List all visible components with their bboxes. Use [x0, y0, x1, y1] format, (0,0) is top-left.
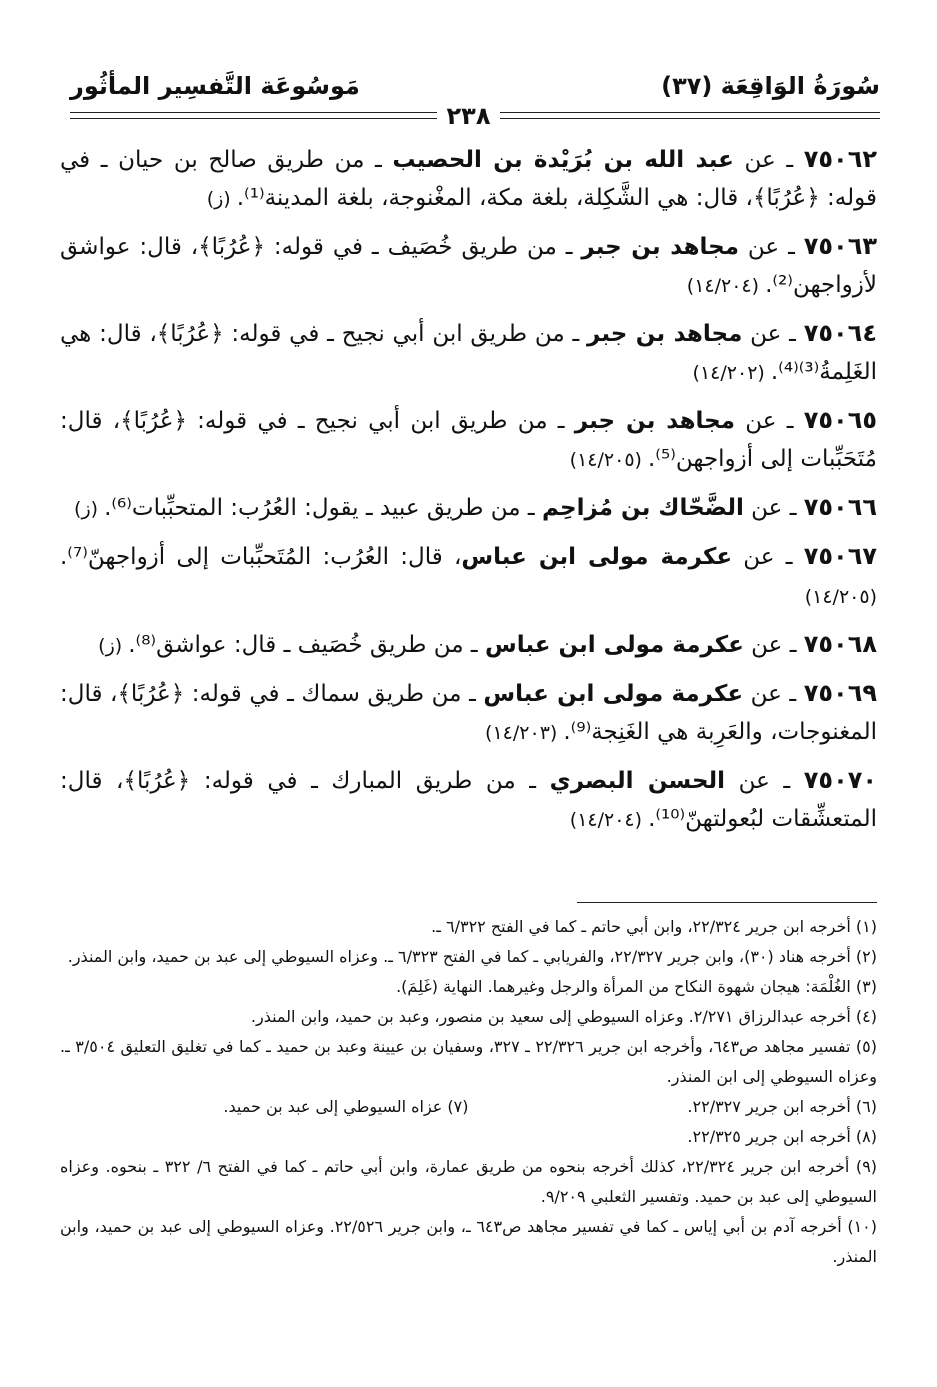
entry-ref: (١٤/٢٠٤) — [686, 275, 766, 297]
entry-text: ـ من طريق ابن أبي نجيح ـ في قوله: ﴿عُرُبًا﴾، قال: هي الغَلِمةُ⁽³⁾⁽⁴⁾. — [60, 321, 877, 385]
entry-ref: (ز) — [98, 635, 129, 657]
narrator-name: مجاهد بن جبر — [574, 408, 735, 434]
entry-text: ـ من طريق خُصَيف ـ قال: عواشق⁽⁸⁾. — [128, 632, 485, 658]
entry-ref: (ز) — [206, 188, 237, 210]
entry-number: ٧٥٠٧٠ — [803, 766, 878, 794]
entry-75064: ٧٥٠٦٤ ـ عن مجاهد بن جبر ـ من طريق ابن أبي نجيح ـ في قوله: ﴿عُرُبًا﴾، قال: هي الغَلِمةُ⁽³⁾⁽⁴⁾. (١٤/٢٠٢) — [60, 319, 877, 385]
entry-75065: ٧٥٠٦٥ ـ عن مجاهد بن جبر ـ من طريق ابن أبي نجيح ـ في قوله: ﴿عُرُبًا﴾، قال: مُتَحَبِّبات إلى أزواجهن⁽⁵⁾. (١٤/٢٠٥) — [60, 406, 877, 472]
entry-75063: ٧٥٠٦٣ ـ عن مجاهد بن جبر ـ من طريق خُصَيف ـ في قوله: ﴿عُرُبًا﴾، قال: عواشق لأزواجهن⁽²⁾. (١٤/٢٠٤) — [60, 232, 877, 298]
footnote-row-6-7 — [60, 1092, 877, 1122]
entry-number: ٧٥٠٦٦ — [803, 493, 877, 521]
entry-75062: ٧٥٠٦٢ ـ عن عبد الله بن بُرَيْدة بن الحصيب ـ من طريق صالح بن حيان ـ في قوله: ﴿عُرُبًا﴾، قال: هي الشَّكِلة، بلغة مكة، المغْنوجة، بلغة المدينة⁽¹⁾. (ز) — [60, 145, 877, 211]
entry-ref: (١٤/٢٠٥) — [804, 586, 877, 608]
footnotes — [60, 912, 877, 1272]
entry-ref: (ز) — [74, 498, 105, 520]
footnote-6: (٦) أخرجه ابن جرير ٢٢/٣٢٧. — [687, 1097, 877, 1116]
footnote-4: (٤) أخرجه عبدالرزاق ٢/٢٧١. وعزاه السيوطي إلى سعيد بن منصور، وعبد بن حميد، وابن المنذر. — [250, 1007, 877, 1026]
page-number: ٢٣٨ — [0, 102, 937, 130]
entry-number: ٧٥٠٦٣ — [803, 232, 877, 260]
footnote-10: (١٠) أخرجه آدم بن أبي إياس ـ كما في تفسير مجاهد ص٦٤٣ ـ، وابن جرير ٢٢/٥٢٦. وعزاه السيوطي إلى عبد بن حميد، وابن المنذر. — [60, 1217, 878, 1266]
entry-number: ٧٥٠٦٩ — [803, 679, 877, 707]
narrator-name: عبد الله بن بُرَيْدة بن الحصيب — [392, 147, 734, 173]
entry-text: ـ من طريق خُصَيف ـ في قوله: ﴿عُرُبًا﴾، قال: عواشق لأزواجهن⁽²⁾. — [60, 234, 877, 298]
entry-ref: (١٤/٢٠٥) — [569, 449, 648, 471]
footnote-5: (٥) تفسير مجاهد ص٦٤٣، وأخرجه ابن جرير ٢٢/٣٢٦ ـ ٣٢٧، وسفيان بن عيينة وعبد بن حميد ـ كما في تغليق التعليق ٣/٥٠٤ ـ. وعزاه السيوطي إلى ابن المنذر. — [60, 1037, 878, 1086]
entry-75070: ٧٥٠٧٠ ـ عن الحسن البصري ـ من طريق المبارك ـ في قوله: ﴿عُرُبًا﴾، قال: المتعشِّقات لبُعولتهنّ⁽¹⁰⁾. (١٤/٢٠٤) — [60, 766, 878, 832]
narrator-name: عكرمة مولى ابن عباس — [483, 681, 744, 707]
entry-75068: ٧٥٠٦٨ ـ عن عكرمة مولى ابن عباس ـ من طريق خُصَيف ـ قال: عواشق⁽⁸⁾. (ز) — [98, 630, 877, 658]
narrator-name: مجاهد بن جبر — [581, 234, 739, 260]
footnote-8: (٨) أخرجه ابن جرير ٢٢/٣٢٥. — [687, 1127, 877, 1146]
entry-text: ، قال: العُرُب: المُتَحبِّبات إلى أزواجهنّ⁽⁷⁾. — [60, 544, 462, 570]
entry-75069: ٧٥٠٦٩ ـ عن عكرمة مولى ابن عباس ـ من طريق سماك ـ في قوله: ﴿عُرُبًا﴾، قال: المغنوجات، والعَرِبة هي الغَنِجة⁽⁹⁾. (١٤/٢٠٣) — [60, 679, 877, 745]
entry-ref: (١٤/٢٠٣) — [485, 722, 564, 744]
footnote-1: (١) أخرجه ابن جرير ٢٢/٣٢٤، وابن أبي حاتم ـ كما في الفتح ٦/٣٢٢ ـ. — [431, 917, 877, 936]
footnote-2: (٢) أخرجه هناد (٣٠)، وابن جرير ٢٢/٣٢٧، والفريابي ـ كما في الفتح ٦/٣٢٣ ـ. وعزاه السيوطي إلى عبد بن حميد، وابن المنذر. — [67, 947, 877, 966]
main-text — [60, 140, 877, 848]
footnote-7: (٧) عزاه السيوطي إلى عبد بن حميد. — [223, 1097, 469, 1116]
entry-75066: ٧٥٠٦٦ ـ عن الضَّحّاك بن مُزاحِم ـ من طريق عبيد ـ يقول: العُرُب: المتحبِّبات⁽⁶⁾. (ز) — [74, 493, 877, 521]
entry-ref: (١٤/٢٠٢) — [692, 362, 771, 384]
entry-text: ـ من طريق عبيد ـ يقول: العُرُب: المتحبِّبات⁽⁶⁾. — [104, 495, 542, 521]
footnote-3: (٣) الغُلْمَة: هيجان شهوة النكاح من المرأة والرجل وغيرهما. النهاية (غَلِمَ). — [396, 977, 877, 996]
entry-number: ٧٥٠٦٢ — [803, 145, 877, 173]
entry-text: ـ من طريق ابن أبي نجيح ـ في قوله: ﴿عُرُبًا﴾، قال: مُتَحَبِّبات إلى أزواجهن⁽⁵⁾. — [60, 408, 877, 472]
entry-ref: (١٤/٢٠٤) — [569, 809, 649, 831]
entry-75067: ٧٥٠٦٧ ـ عن عكرمة مولى ابن عباس، قال: العُرُب: المُتَحبِّبات إلى أزواجهنّ⁽⁷⁾. (١٤/٢٠٥) — [60, 542, 877, 608]
entry-number: ٧٥٠٦٨ — [803, 630, 877, 658]
narrator-name: الحسن البصري — [549, 768, 726, 794]
book-title: مَوسُوعَة التَّفسِير المأثُور — [70, 72, 360, 100]
footnote-9: (٩) أخرجه ابن جرير ٢٢/٣٢٤، كذلك أخرجه بنحوه من طريق عمارة، وابن أبي حاتم ـ كما في الفتح ٦/ ٣٢٢ ـ بنحوه. وعزاه السيوطي إلى عبد بن حميد. وتفسير الثعلبي ٩/٢٠٩. — [60, 1157, 878, 1206]
narrator-name: عكرمة مولى ابن عباس — [484, 632, 744, 658]
entry-text: ـ من طريق صالح بن حيان ـ في قوله: ﴿عُرُبًا﴾، قال: هي الشَّكِلة، بلغة مكة، المغْنوجة، بلغة المدينة⁽¹⁾. — [60, 147, 877, 211]
narrator-name: مجاهد بن جبر — [587, 321, 743, 347]
entry-number: ٧٥٠٦٤ — [803, 319, 877, 347]
footnote-separator — [577, 902, 877, 903]
entry-number: ٧٥٠٦٧ — [803, 542, 877, 570]
entry-text: ـ من طريق سماك ـ في قوله: ﴿عُرُبًا﴾، قال: المغنوجات، والعَرِبة هي الغَنِجة⁽⁹⁾. — [60, 681, 877, 745]
entry-text: ـ من طريق المبارك ـ في قوله: ﴿عُرُبًا﴾، قال: المتعشِّقات لبُعولتهنّ⁽¹⁰⁾. — [60, 768, 877, 832]
narrator-name: عكرمة مولى ابن عباس — [461, 544, 733, 570]
entry-number: ٧٥٠٦٥ — [803, 406, 877, 434]
narrator-name: الضَّحّاك بن مُزاحِم — [541, 495, 744, 521]
running-header — [70, 70, 880, 106]
surah-title: سُورَةُ الوَاقِعَة (٣٧) — [661, 72, 880, 100]
